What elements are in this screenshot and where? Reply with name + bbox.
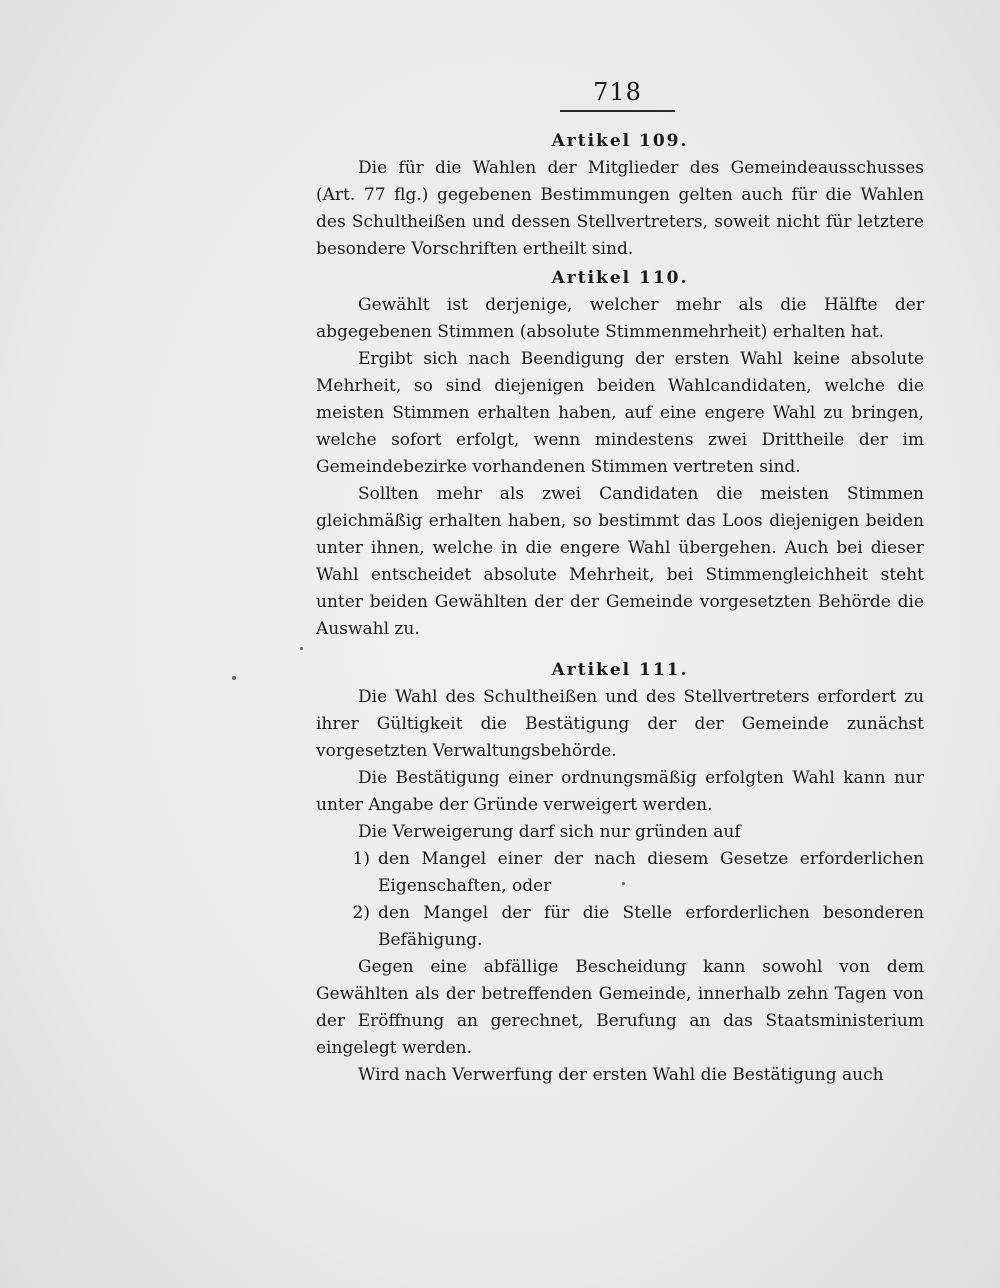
list-item-text: den Mangel einer der nach diesem Gesetze erforderlichen Eigenschaften, oder [378, 849, 924, 896]
heading-artikel-111: Artikel 111. [551, 660, 689, 680]
paragraph-artikel-111-3: Die Verweigerung darf sich nur gründen auf [358, 822, 741, 842]
paragraph-artikel-111-1: Die Wahl des Schultheißen und des Stellvertreters erfordert zu ihrer Gültigkeit die Bestätigung der der Gemeinde zunächst vorgesetzten Verwaltungsbehörde. [316, 687, 924, 761]
page-number: 718 [560, 78, 675, 112]
heading-artikel-109: Artikel 109. [551, 131, 689, 151]
ink-speck [622, 882, 625, 885]
paragraph-artikel-111-2: Die Bestätigung einer ordnungsmäßig erfolgten Wahl kann nur unter Angabe der Gründe verweigert werden. [316, 768, 924, 815]
paragraph-artikel-110-2: Ergibt sich nach Beendigung der ersten Wahl keine absolute Mehrheit, so sind diejenigen beiden Wahlcandidaten, welche die meisten Stimmen erhalten haben, auf eine engere Wahl zu bringen, welche sofort erfolgt, wenn mindestens zwei Drittheile der im Gemeindebezirke vorhandenen Stimmen vertreten sind. [316, 349, 924, 477]
heading-artikel-110: Artikel 110. [551, 268, 689, 288]
list-item-number: 2) [352, 903, 370, 923]
list-item-number: 1) [352, 849, 370, 869]
list-item-2 [316, 900, 924, 954]
paragraph-artikel-111-5: Wird nach Verwerfung der ersten Wahl die Bestätigung auch [358, 1065, 884, 1085]
paragraph-artikel-109: Die für die Wahlen der Mitglieder des Gemeindeausschusses (Art. 77 flg.) gegebenen Bestimmungen gelten auch für die Wahlen des Schultheißen und dessen Stellvertreters, soweit nicht für letztere besondere Vorschriften ertheilt sind. [316, 158, 924, 259]
paragraph-artikel-110-1: Gewählt ist derjenige, welcher mehr als die Hälfte der abgegebenen Stimmen (absolute Stimmenmehrheit) erhalten hat. [316, 295, 924, 342]
paragraph-artikel-111-4: Gegen eine abfällige Bescheidung kann sowohl von dem Gewählten als der betreffenden Gemeinde, innerhalb zehn Tagen von der Eröffnung an gerechnet, Berufung an das Staatsministerium eingelegt werden. [316, 957, 924, 1058]
text-body [316, 128, 924, 1089]
list-item-text: den Mangel der für die Stelle erforderlichen besonderen Befähigung. [378, 903, 924, 950]
ink-speck [300, 647, 303, 650]
list-item-1 [316, 846, 924, 900]
paragraph-artikel-110-3: Sollten mehr als zwei Candidaten die meisten Stimmen gleichmäßig erhalten haben, so bestimmt das Loos diejenigen beiden unter ihnen, welche in die engere Wahl übergehen. Auch bei dieser Wahl entscheidet absolute Mehrheit, bei Stimmengleichheit steht unter beiden Gewählten der der Gemeinde vorgesetzten Behörde die Auswahl zu. [316, 484, 924, 639]
ink-speck [232, 676, 236, 680]
